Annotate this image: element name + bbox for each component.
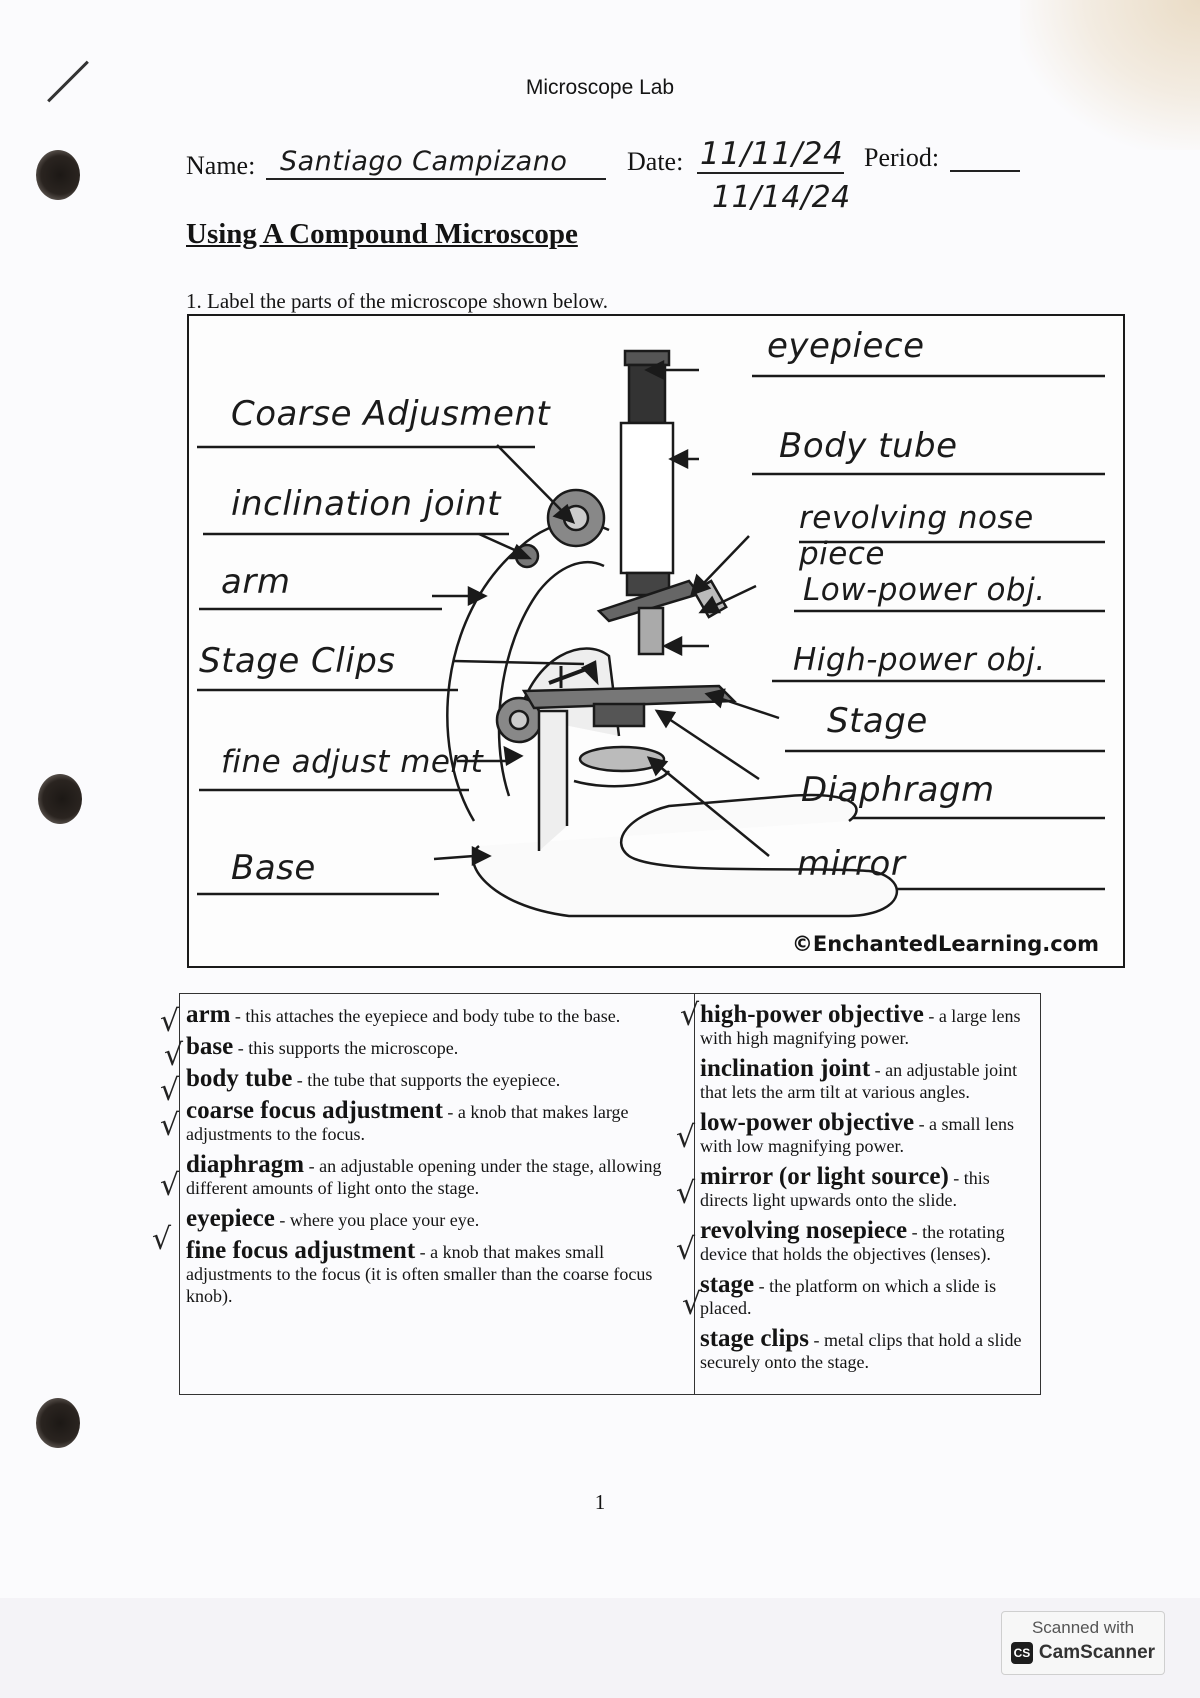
glossary-entry-fine-focus: fine focus adjustment - a knob that makes small adjustments to the focus (it is often smaller than the coarse focus knob). [186, 1237, 653, 1306]
camscanner-brand [1002, 1642, 1164, 1664]
high-power-objective [639, 608, 663, 654]
camscanner-logo-icon: CS [1011, 1642, 1033, 1664]
date-line [697, 172, 844, 174]
glossary-entry-body-tube: body tube - the tube that supports the eyepiece. [186, 1065, 561, 1092]
label-high-power-objective[interactable]: High-power obj. [793, 642, 1046, 678]
check-mark-diaphragm: √ [160, 1168, 180, 1203]
label-low-power-objective[interactable]: Low-power obj. [803, 572, 1046, 608]
glossary-entry-low-power: low-power objective - a small lens with low magnifying power. [700, 1109, 1015, 1156]
check-mark-eyepiece: √ [152, 1222, 172, 1257]
glossary-entry-high-power: high-power objective - a large lens with high magnifying power. [700, 1001, 1021, 1048]
name-value[interactable]: Santiago Campizano [280, 146, 568, 177]
name-line [266, 178, 606, 180]
section-title: Using A Compound Microscope [186, 218, 578, 250]
glossary-table [179, 993, 1041, 1395]
camscanner-caption: Scanned with [1031, 1618, 1135, 1637]
glossary-entry-arm: arm - this attaches the eyepiece and body tube to the base. [186, 1001, 621, 1028]
date-label: Date: [627, 147, 684, 176]
camscanner-badge [1001, 1611, 1165, 1675]
glossary-entry-mirror: mirror (or light source) - this directs light upwards onto the slide. [700, 1163, 990, 1210]
check-mark-arm: √ [160, 1004, 180, 1039]
glossary-right-column [700, 1001, 1036, 1382]
label-fine-adjustment[interactable]: fine adjust ment [221, 744, 484, 780]
label-eyepiece[interactable]: eyepiece [767, 326, 925, 366]
check-mark-low-power: √ [676, 1120, 696, 1155]
glossary-entry-inclination-joint: inclination joint - an adjustable joint that lets the arm tilt at various angles. [700, 1055, 1018, 1102]
label-revolving-nosepiece[interactable]: revolving nose piece [799, 500, 1034, 572]
date-value[interactable]: 11/11/24 [700, 136, 844, 172]
label-stage[interactable]: Stage [827, 701, 928, 741]
diaphragm-holder [594, 704, 644, 726]
label-stage-clips[interactable]: Stage Clips [199, 641, 396, 681]
check-mark-body-tube: √ [160, 1073, 180, 1108]
page-number: 1 [594, 1490, 606, 1514]
label-coarse-adjustment[interactable]: Coarse Adjusment [231, 394, 551, 434]
pillar [539, 711, 567, 851]
glossary-entry-diaphragm: diaphragm - an adjustable opening under the stage, allowing different amounts of light onto the stage. [186, 1151, 662, 1198]
label-mirror[interactable]: mirror [797, 844, 906, 884]
label-arm[interactable]: arm [221, 562, 291, 602]
period-label: Period: [864, 143, 940, 172]
glossary-entry-revolving-nosepiece: revolving nosepiece - the rotating device that holds the objectives (lenses). [700, 1217, 1005, 1264]
check-mark-revolving: √ [676, 1232, 696, 1267]
body-tube [621, 423, 673, 573]
camscanner-name: CamScanner [1038, 1642, 1156, 1663]
check-mark-base: √ [164, 1038, 184, 1073]
punch-hole-middle [38, 774, 82, 824]
name-label: Name: [186, 151, 256, 180]
label-base[interactable]: Base [231, 848, 316, 888]
label-diaphragm[interactable]: Diaphragm [801, 770, 995, 810]
glossary-entry-stage: stage - the platform on which a slide is placed. [700, 1271, 997, 1318]
check-mark-coarse: √ [160, 1108, 180, 1143]
label-inclination-joint[interactable]: inclination joint [231, 484, 501, 524]
glossary-entry-eyepiece: eyepiece - where you place your eye. [186, 1205, 480, 1232]
glossary-entry-base: base - this supports the microscope. [186, 1033, 459, 1060]
punch-hole-top [36, 150, 80, 200]
date-correction: 11/14/24 [712, 180, 851, 215]
microscope-figure [187, 314, 1125, 968]
question-1: 1. Label the parts of the microscope shown below. [186, 289, 609, 313]
label-body-tube[interactable]: Body tube [779, 426, 958, 466]
period-line [950, 170, 1020, 172]
glossary-left-column [186, 1001, 686, 1316]
page-shadow [1020, 0, 1200, 150]
punch-hole-bottom [36, 1398, 80, 1448]
copyright-text: ©EnchantedLearning.com [791, 932, 1099, 956]
check-mark-high-power: √ [680, 998, 700, 1033]
check-mark-stage: √ [682, 1287, 702, 1322]
glossary-entry-stage-clips: stage clips - metal clips that hold a slide securely onto the stage. [700, 1325, 1022, 1372]
check-mark-mirror: √ [676, 1176, 696, 1211]
glossary-entry-coarse-focus: coarse focus adjustment - a knob that makes large adjustments to the focus. [186, 1097, 629, 1144]
lab-title: Microscope Lab [525, 76, 675, 99]
